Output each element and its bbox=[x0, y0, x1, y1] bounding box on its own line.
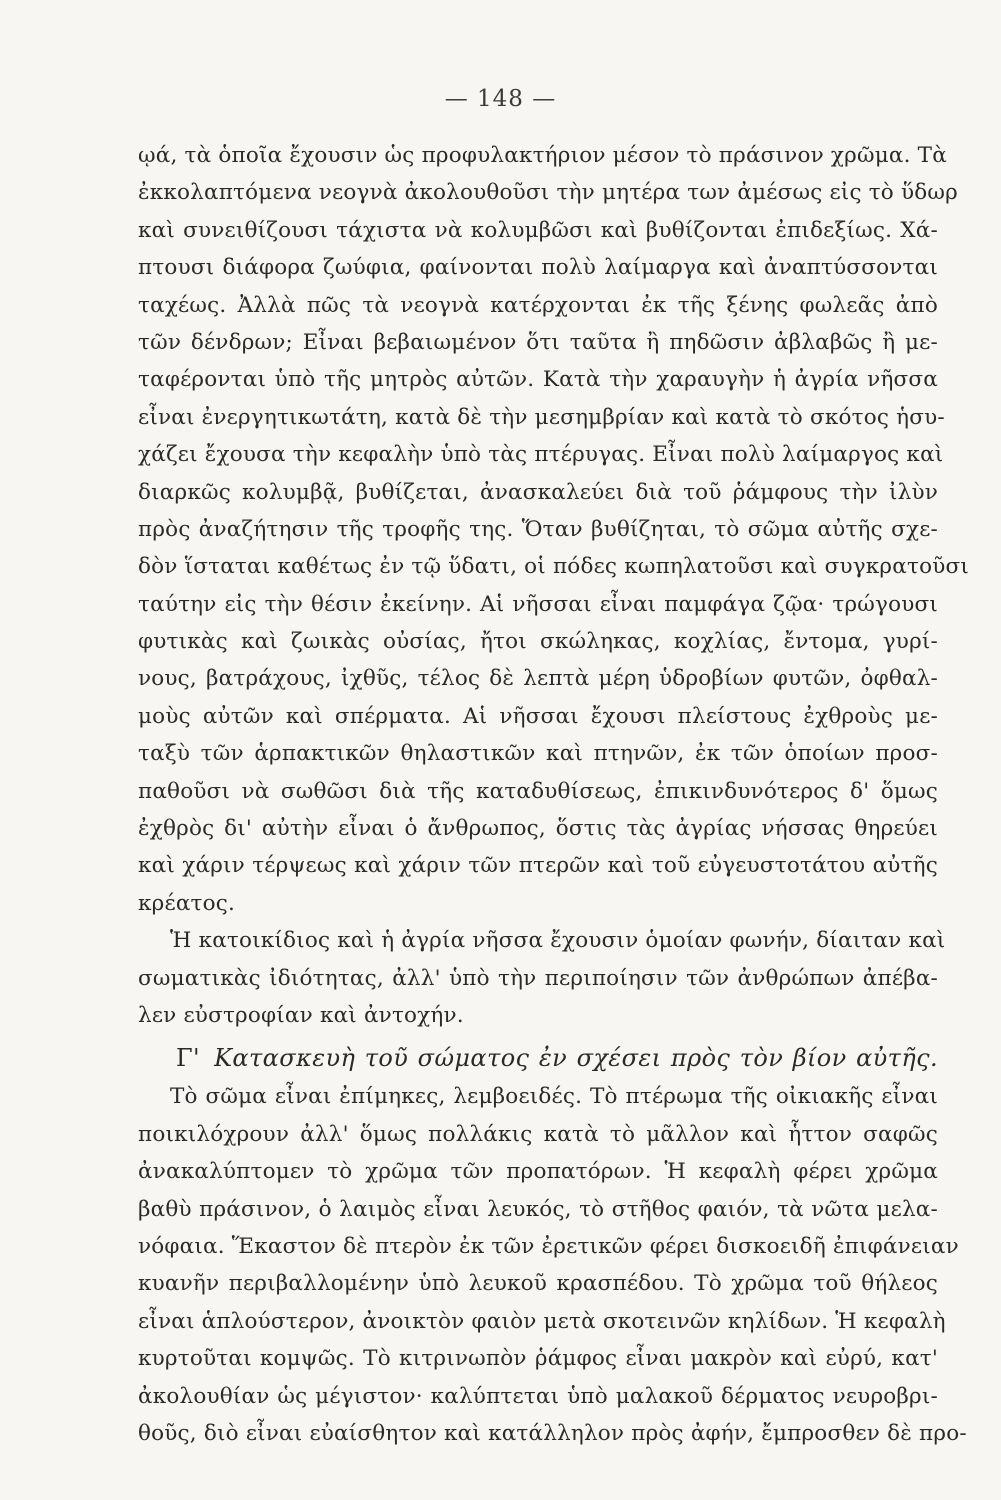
paragraph-2 bbox=[138, 922, 946, 1034]
text-line: φυτικὰς καὶ ζωικὰς οὐσίας, ἤτοι σκώληκας, κοχλίας, ἔντομα, γυρί- bbox=[138, 629, 938, 655]
text-line: καὶ συνειθίζουσι τάχιστα νὰ κολυμβῶσι καὶ βυθίζονται ἐπιδεξίως. Χά- bbox=[138, 217, 938, 243]
text-line: ἐκκολαπτόμενα νεογνὰ ἀκολουθοῦσι τὴν μητέρα των ἀμέσως εἰς τὸ ὕδωρ bbox=[138, 180, 958, 206]
text-line: εἶναι ἁπλούστερον, ἀνοικτὸν φαιὸν μετὰ σκοτεινῶν κηλίδων. Ἡ κεφαλὴ bbox=[138, 1308, 946, 1334]
text-line: κρέατος. bbox=[138, 890, 236, 916]
paragraph-1 bbox=[138, 137, 969, 922]
text-line: ταύτην εἰς τὴν θέσιν ἐκείνην. Αἱ νῆσσαι εἶναι παμφάγα ζῷα· τρώγουσι bbox=[138, 591, 938, 617]
section-heading bbox=[138, 1038, 938, 1078]
text-line: διαρκῶς κολυμβᾷ, βυθίζεται, ἀνασκαλεύει διὰ τοῦ ῥάμφους τὴν ἰλὺν bbox=[138, 479, 938, 505]
text-line: πτουσι διάφορα ζωύφια, φαίνονται πολὺ λαίμαργα καὶ ἀναπτύσσονται bbox=[138, 255, 938, 281]
text-line: Τὸ σῶμα εἶναι ἐπίμηκες, λεμβοειδές. Τὸ πτέρωμα τῆς οἰκιακῆς εἶναι bbox=[170, 1084, 938, 1110]
text-line: λεν εὐστροφίαν καὶ ἀντοχήν. bbox=[138, 1002, 464, 1028]
text-line: πρὸς ἀναζήτησιν τῆς τροφῆς της. Ὅταν βυθίζηται, τὸ σῶμα αὐτῆς σχε- bbox=[138, 516, 938, 542]
text-line: Ἡ κατοικίδιος καὶ ἡ ἀγρία νῆσσα ἔχουσιν ὁμοίαν φωνήν, δίαιταν καὶ bbox=[170, 928, 946, 954]
text-line: σωματικὰς ἰδιότητας, ἀλλ' ὑπὸ τὴν περιποίησιν τῶν ἀνθρώπων ἀπέβα- bbox=[138, 965, 938, 991]
text-line: ποικιλόχρουν ἀλλ' ὅμως πολλάκις κατὰ τὸ μᾶλλον καὶ ἧττον σαφῶς bbox=[138, 1121, 938, 1147]
text-line: ἀνακαλύπτομεν τὸ χρῶμα τῶν προπατόρων. Ἡ κεφαλὴ φέρει χρῶμα bbox=[138, 1159, 938, 1185]
body-text bbox=[138, 137, 969, 1452]
text-line: ῳά, τὰ ὁποῖα ἔχουσιν ὡς προφυλακτήριον μέσον τὸ πράσινον χρῶμα. Τὰ bbox=[138, 143, 947, 168]
section-mark: Γ' bbox=[176, 1044, 201, 1073]
text-line: παθοῦσι νὰ σωθῶσι διὰ τῆς καταδυθίσεως, ἐπικινδυνότερος δ' ὅμως bbox=[138, 778, 938, 804]
text-line: νους, βατράχους, ἰχθῦς, τέλος δὲ λεπτὰ μέρη ὑδροβίων φυτῶν, ὀφθαλ- bbox=[138, 666, 938, 692]
paragraph-3 bbox=[138, 1078, 967, 1452]
text-line: κυρτοῦται κομψῶς. Τὸ κιτρινωπὸν ῥάμφος εἶναι μακρὸν καὶ εὐρύ, κατ' bbox=[138, 1346, 938, 1372]
text-line: βαθὺ πράσινον, ὁ λαιμὸς εἶναι λευκός, τὸ στῆθος φαιόν, τὰ νῶτα μελα- bbox=[138, 1196, 938, 1222]
text-line: ἀκολουθίαν ὡς μέγιστον· καλύπτεται ὑπὸ μαλακοῦ δέρματος νευροβρι- bbox=[138, 1383, 938, 1409]
text-line: χάζει ἔχουσα τὴν κεφαλὴν ὑπὸ τὰς πτέρυγας. Εἶναι πολὺ λαίμαργος καὶ bbox=[138, 442, 944, 468]
text-line: νόφαια. Ἕκαστον δὲ πτερὸν ἐκ τῶν ἐρετικῶν φέρει δισκοειδῆ ἐπιφάνειαν bbox=[138, 1233, 959, 1259]
text-line: τῶν δένδρων; Εἶναι βεβαιωμένον ὅτι ταῦτα ἢ πηδῶσιν ἀβλαβῶς ἢ με- bbox=[138, 329, 938, 355]
page-number: — 148 — bbox=[444, 86, 557, 112]
text-line: μοὺς αὐτῶν καὶ σπέρματα. Αἱ νῆσσαι ἔχουσι πλείστους ἐχθροὺς με- bbox=[138, 703, 938, 729]
text-line: θοῦς, διὸ εἶναι εὐαίσθητον καὶ κατάλληλον πρὸς ἀφήν, ἔμπροσθεν δὲ προ- bbox=[138, 1420, 967, 1446]
text-line: ταχέως. Ἀλλὰ πῶς τὰ νεογνὰ κατέρχονται ἐκ τῆς ξένης φωλεᾶς ἀπὸ bbox=[138, 292, 938, 318]
text-line: εἶναι ἐνεργητικωτάτη, κατὰ δὲ τὴν μεσημβρίαν καὶ κατὰ τὸ σκότος ἡσυ- bbox=[138, 404, 945, 430]
text-line: ταφέρονται ὑπὸ τῆς μητρὸς αὐτῶν. Κατὰ τὴν χαραυγὴν ἡ ἀγρία νῆσσα bbox=[138, 367, 938, 393]
text-line: καὶ χάριν τέρψεως καὶ χάριν τῶν πτερῶν καὶ τοῦ εὐγευστοτάτου αὐτῆς bbox=[138, 853, 938, 879]
text-line: κυανῆν περιβαλλομένην ὑπὸ λευκοῦ κρασπέδου. Τὸ χρῶμα τοῦ θήλεος bbox=[138, 1271, 938, 1297]
section-title: Κατασκευὴ τοῦ σώματος ἐν σχέσει πρὸς τὸν βίον αὐτῆς. bbox=[214, 1044, 938, 1073]
text-line: δὸν ἵσταται καθέτως ἐν τῷ ὕδατι, οἱ πόδες κωπηλατοῦσι καὶ συγκρατοῦσι bbox=[138, 554, 969, 580]
text-line: ἐχθρὸς δι' αὐτὴν εἶναι ὁ ἄνθρωπος, ὅστις τὰς ἀγρίας νήσσας θηρεύει bbox=[138, 816, 938, 842]
text-line: ταξὺ τῶν ἁρπακτικῶν θηλαστικῶν καὶ πτηνῶν, ἐκ τῶν ὁποίων προσ- bbox=[138, 741, 938, 767]
